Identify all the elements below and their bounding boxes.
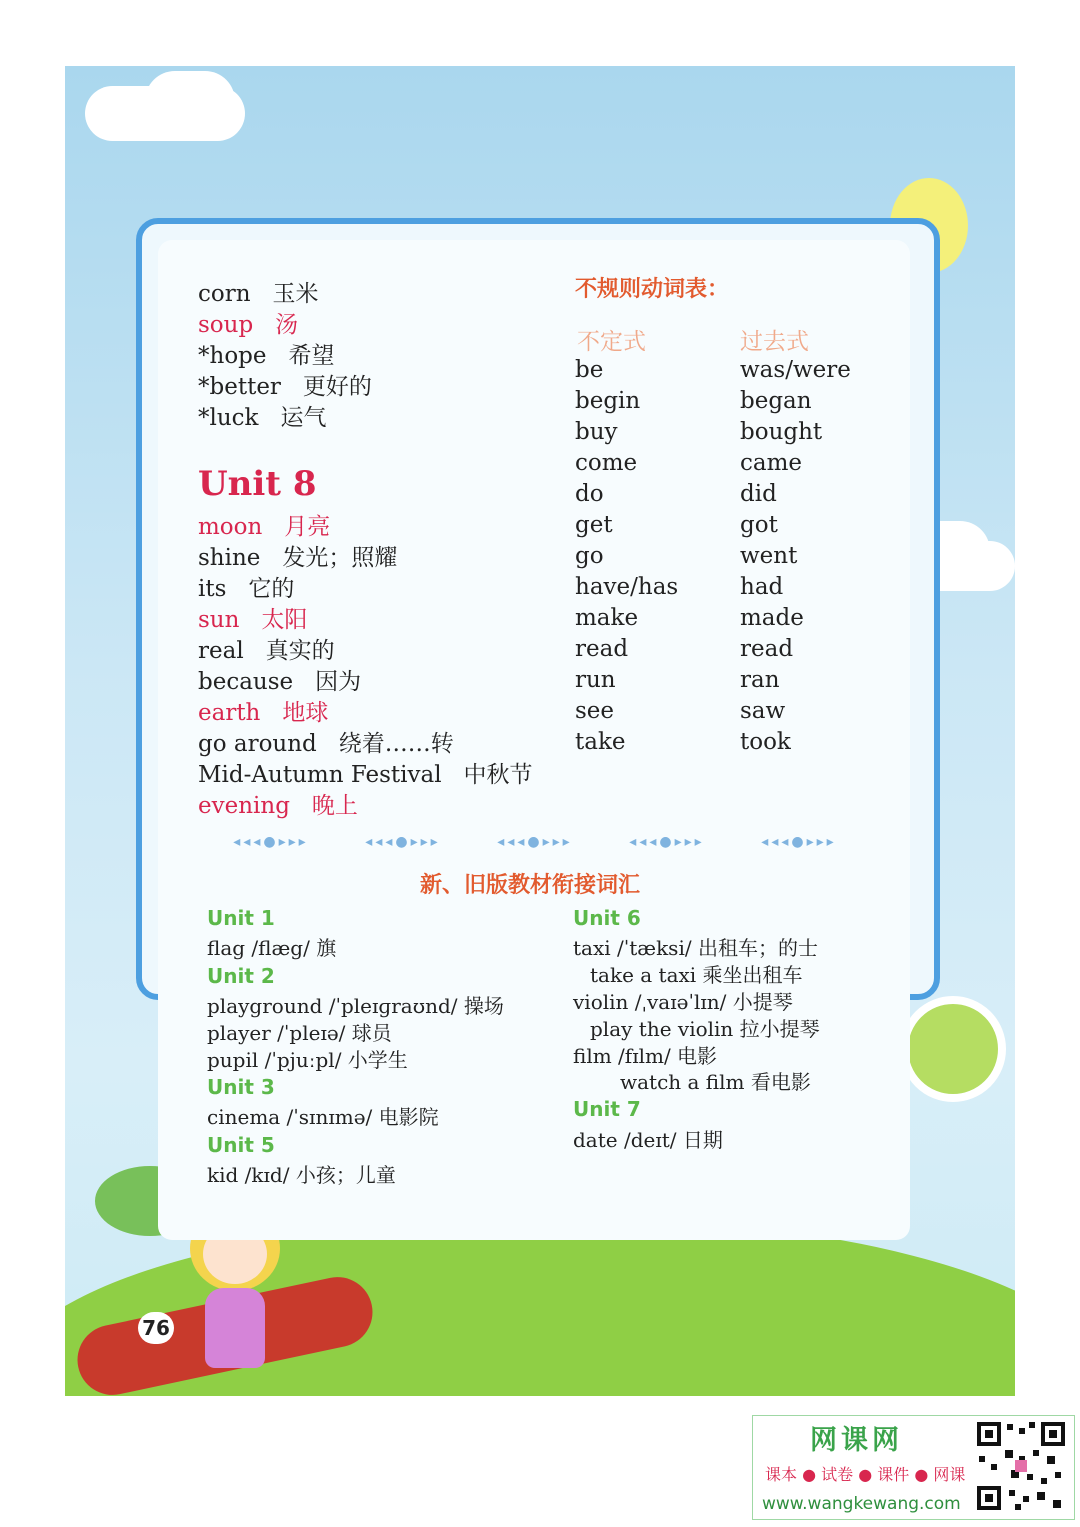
verb-base: do <box>575 481 604 507</box>
page-number: 76 <box>138 1312 174 1344</box>
vocab-entry: film /fɪlm/ 电影 <box>573 1044 718 1068</box>
irregular-verbs-title: 不规则动词表： <box>575 277 730 302</box>
verb-past: bought <box>740 419 823 445</box>
vocab-entry: taxi /ˈtæksi/ 出租车；的士 <box>573 936 818 960</box>
verb-past: had <box>740 574 784 600</box>
vocab-entry: playground /ˈpleɪɡraʊnd/ 操场 <box>207 994 504 1018</box>
verb-past: made <box>740 605 804 631</box>
vocab-item: *hope 希望 <box>198 343 335 369</box>
vocab-entry: violin /ˌvaɪəˈlɪn/ 小提琴 <box>573 990 793 1014</box>
vocab-entry: take a taxi 乘坐出租车 <box>590 963 803 987</box>
verb-base: see <box>575 698 615 724</box>
verb-base: run <box>575 667 616 693</box>
vocab-item: shine 发光；照耀 <box>198 545 398 571</box>
cloud-illustration <box>145 71 235 131</box>
vocab-entry: flag /flæg/ 旗 <box>207 936 337 960</box>
footer-brand: 网课网 <box>810 1425 903 1456</box>
unit-heading: Unit 3 <box>207 1075 275 1099</box>
footer-url[interactable]: www.wangkewang.com <box>762 1494 961 1514</box>
vocab-item: evening 晚上 <box>198 793 358 819</box>
vocab-item: sun 太阳 <box>198 607 308 633</box>
verb-past: was/were <box>740 357 851 383</box>
unit-heading: Unit 7 <box>573 1097 641 1121</box>
unit-heading: Unit 1 <box>207 906 275 930</box>
verb-base: be <box>575 357 604 383</box>
verb-base: make <box>575 605 639 631</box>
vocab-entry: player /ˈpleɪə/ 球员 <box>207 1021 392 1045</box>
unit-heading: Unit 5 <box>207 1133 275 1157</box>
vocab-item: moon 月亮 <box>198 514 331 540</box>
vocab-item: its 它的 <box>198 576 295 602</box>
vocab-entry: play the violin 拉小提琴 <box>590 1017 820 1041</box>
bridge-section-title: 新、旧版教材衔接词汇 <box>419 873 640 898</box>
verb-past: saw <box>740 698 786 724</box>
vocab-entry: date /deɪt/ 日期 <box>573 1128 723 1152</box>
vocab-item: *luck 运气 <box>198 405 327 431</box>
qr-code-icon <box>975 1420 1067 1512</box>
unit-heading: Unit 6 <box>573 906 641 930</box>
verb-past: came <box>740 450 803 476</box>
column-header-base: 不定式 <box>577 329 646 355</box>
verb-past: took <box>740 729 791 755</box>
verb-base: get <box>575 512 613 538</box>
verb-base: go <box>575 543 604 569</box>
vocab-entry: watch a film 看电影 <box>620 1070 811 1094</box>
verb-past: got <box>740 512 778 538</box>
verb-past: did <box>740 481 777 507</box>
vocab-item: real 真实的 <box>198 638 335 664</box>
vocab-item: *better 更好的 <box>198 374 372 400</box>
vocab-item: corn 玉米 <box>198 281 319 307</box>
vocab-entry: pupil /ˈpjuːpl/ 小学生 <box>207 1048 408 1072</box>
vocab-item: soup 汤 <box>198 312 299 338</box>
vocab-item: go around 绕着……转 <box>198 731 454 757</box>
verb-base: begin <box>575 388 641 414</box>
decorative-divider: ◂◂◂●▸▸▸ ◂◂◂●▸▸▸ ◂◂◂●▸▸▸ ◂◂◂●▸▸▸ ◂◂◂●▸▸▸ <box>233 834 837 850</box>
verb-past: ran <box>740 667 780 693</box>
verb-base: read <box>575 636 629 662</box>
unit-8-heading: Unit 8 <box>198 464 317 504</box>
verb-base: have/has <box>575 574 679 600</box>
vocab-item: earth 地球 <box>198 700 329 726</box>
verb-base: come <box>575 450 638 476</box>
verb-past: went <box>740 543 798 569</box>
verb-past: began <box>740 388 812 414</box>
verb-base: take <box>575 729 626 755</box>
verb-base: buy <box>575 419 618 445</box>
verb-past: read <box>740 636 794 662</box>
flower-illustration <box>900 996 1006 1102</box>
unit-heading: Unit 2 <box>207 964 275 988</box>
footer-tagline: 课本 ● 试卷 ● 课件 ● 网课 <box>765 1465 966 1484</box>
vocab-entry: kid /kɪd/ 小孩；儿童 <box>207 1163 396 1187</box>
column-header-past: 过去式 <box>740 329 809 355</box>
vocab-entry: cinema /ˈsɪnɪmə/ 电影院 <box>207 1105 439 1129</box>
vocab-item: because 因为 <box>198 669 362 695</box>
vocab-item: Mid-Autumn Festival 中秋节 <box>198 762 533 788</box>
